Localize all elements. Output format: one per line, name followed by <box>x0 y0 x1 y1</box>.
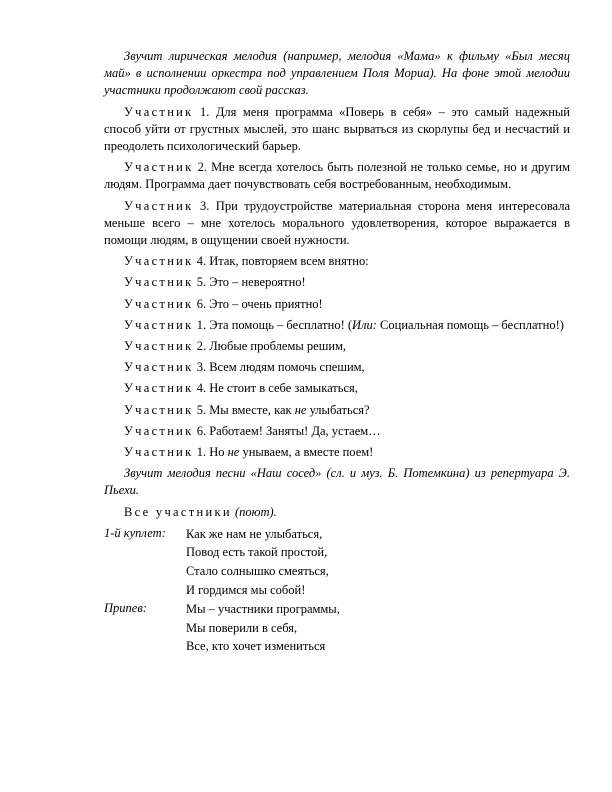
dialogue-text: 1. Но <box>193 445 228 460</box>
verse-lines <box>186 525 329 599</box>
document-page <box>104 48 570 657</box>
speaker-label: Участник <box>124 339 194 354</box>
verse-label: 1-й куплет: <box>104 525 166 540</box>
dialogue-line <box>104 274 570 291</box>
dialogue-text: 2. Любые проблемы решим, <box>193 339 347 354</box>
lyric-line: Стало солнышко смеяться, <box>186 564 329 579</box>
speaker-label: Участник <box>124 160 194 175</box>
speaker-label: Участник <box>124 254 194 269</box>
lyric-line: Все, кто хочет измениться <box>186 639 326 654</box>
dialogue-line <box>104 198 570 250</box>
speaker-label: Участник <box>124 275 194 290</box>
dialogue-text: 3. При трудоустройстве материальная сторона меня интересовала меньше всего – мне хотелось морального удовлетворения, которое выражается в помощи людям, в ощущении своей нужности. <box>104 198 570 248</box>
lyric-line: Как же нам не улыбаться, <box>186 526 323 541</box>
dialogue-text: 3. Всем людям помочь спешим, <box>193 360 365 375</box>
dialogue-text: 1. Для меня программа «Поверь в себя» – это самый надежный способ уйти от грустных мыслей, это шанс вырваться из скорлупы бед и несчастий и преодолеть психологический барьер. <box>104 104 570 154</box>
dialogue-text: 4. Не стоит в себе замыкаться, <box>193 381 358 396</box>
speaker-label: Все участники <box>124 504 232 519</box>
dialogue-line <box>104 296 570 313</box>
dialogue-line <box>104 253 570 270</box>
dialogue-text: 5. Мы вместе, как <box>193 402 295 417</box>
speaker-label: Участник <box>124 445 194 460</box>
dialogue-text: 2. Мне всегда хотелось быть полезной не только семье, но и другим людям. Программа дает почувствовать себя востребованным, необходимым. <box>104 160 570 192</box>
stage-direction-rest: (например, мелодия «Мама» к фильму «Был месяц май» в исполнении оркестра под управлением Поля Мориа). На фоне этой мелодии участники продолжают свой рассказ. <box>104 49 570 98</box>
lyric-line: Мы – участники программы, <box>186 602 340 617</box>
stage-direction-rest: (сл. и муз. Б. Потемкина) из репертуара Э. Пьехи. <box>104 466 570 498</box>
verse-block <box>104 525 570 599</box>
stage-direction-lead: Звучит мелодия песни «Наш сосед» <box>124 466 322 481</box>
stage-direction-music <box>104 48 570 100</box>
alternative-marker: Или: <box>352 317 377 332</box>
dialogue-text: 6. Это – очень приятно! <box>193 296 323 311</box>
stage-note: (поют). <box>231 504 277 519</box>
chorus-block <box>104 600 570 656</box>
speaker-label: Участник <box>124 198 194 213</box>
dialogue-line <box>104 159 570 193</box>
dialogue-text: 4. Итак, повторяем всем внятно: <box>193 254 369 269</box>
dialogue-line <box>104 104 570 156</box>
emphasis-ne: не <box>227 445 240 460</box>
dialogue-text: Социальная помощь – бесплатно!) <box>376 317 564 332</box>
dialogue-text: улыбаться? <box>306 402 370 417</box>
dialogue-text: 5. Это – невероятно! <box>193 275 306 290</box>
dialogue-line <box>104 317 570 334</box>
dialogue-line <box>104 402 570 419</box>
emphasis-ne: не <box>294 402 307 417</box>
dialogue-line <box>104 359 570 376</box>
speaker-label: Участник <box>124 423 194 438</box>
dialogue-line <box>104 423 570 440</box>
all-participants-line <box>104 504 570 521</box>
chorus-label: Припев: <box>104 601 147 616</box>
lyric-line: Повод есть такой простой, <box>186 545 328 560</box>
dialogue-line <box>104 338 570 355</box>
lyric-line: И гордимся мы собой! <box>186 582 306 597</box>
chorus-lines <box>186 600 340 656</box>
stage-direction-song <box>104 465 570 499</box>
dialogue-text: унываем, а вместе поем! <box>239 445 374 460</box>
dialogue-text: 1. Эта помощь – бесплатно! ( <box>193 317 353 332</box>
speaker-label: Участник <box>124 296 194 311</box>
speaker-label: Участник <box>124 104 194 119</box>
dialogue-line <box>104 444 570 461</box>
song-lyrics <box>104 525 570 656</box>
speaker-label: Участник <box>124 317 194 332</box>
speaker-label: Участник <box>124 360 194 375</box>
speaker-label: Участник <box>124 402 194 417</box>
dialogue-line <box>104 380 570 397</box>
speaker-label: Участник <box>124 381 194 396</box>
dialogue-text: 6. Работаем! Заняты! Да, устаем… <box>193 423 381 438</box>
stage-direction-lead: Звучит лирическая мелодия <box>124 49 277 63</box>
lyric-line: Мы поверили в себя, <box>186 620 298 635</box>
